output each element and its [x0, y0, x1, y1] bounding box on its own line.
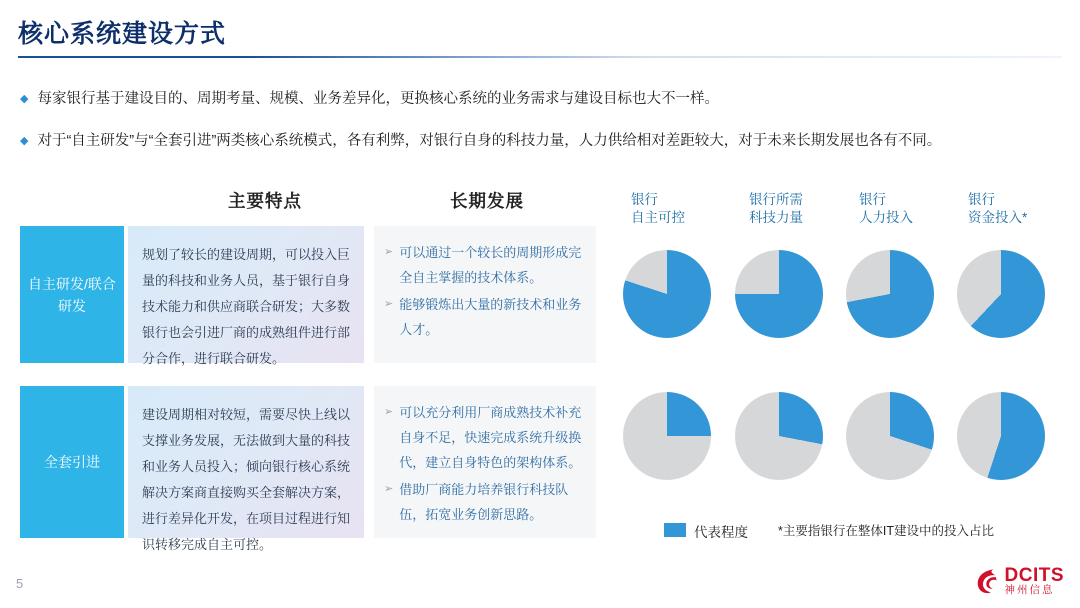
page-title: 核心系统建设方式 [18, 20, 227, 48]
arrow-bullet-icon: ➢ [384, 298, 394, 310]
arrow-bullet-icon: ➢ [384, 246, 394, 258]
column-header-feature: 主要特点 [228, 191, 302, 211]
pie-chart [957, 392, 1045, 480]
list-item-label: 能够锻炼出大量的新技术和业务人才。 [399, 297, 582, 337]
logo-sub-text: 神州信息 [1004, 584, 1055, 596]
company-logo [974, 566, 1065, 596]
legend-label: 代表程度 [694, 525, 748, 540]
pie-column-header-2: 银行 人力投入 [859, 192, 913, 225]
pie-chart [957, 250, 1045, 338]
pie-chart [735, 392, 823, 480]
diamond-bullet-icon: ◆ [20, 93, 29, 105]
page-number: 5 [16, 576, 24, 591]
legend-footnote: *主要指银行在整体IT建设中的投入占比 [778, 524, 994, 538]
arrow-bullet-icon: ➢ [384, 483, 394, 495]
pie-chart [623, 392, 711, 480]
pie-chart [623, 250, 711, 338]
list-item [384, 292, 586, 342]
bullet-text: 每家银行基于建设目的、周期考量、规模、业务差异化，更换核心系统的业务需求与建设目标也大不一样。 [37, 91, 719, 107]
pie-chart [846, 392, 934, 480]
longterm-cell [374, 386, 596, 538]
swirl-icon [974, 567, 1000, 595]
list-item-label: 借助厂商能力培养银行科技队伍，拓宽业务创新思路。 [399, 482, 569, 522]
logo-main-text: DCITS [1004, 565, 1064, 586]
row-label-cell: 自主研发/联合研发 [20, 226, 124, 363]
list-item-label: 可以充分利用厂商成熟技术补充自身不足，快速完成系统升级换代，建立自身特色的架构体系。 [399, 405, 582, 470]
bullet-item [20, 90, 719, 108]
pie-chart [735, 250, 823, 338]
bullet-item [20, 132, 941, 150]
pie-column-header-3: 银行 资金投入* [968, 192, 1028, 225]
arrow-bullet-icon: ➢ [384, 406, 394, 418]
pie-column-header-0: 银行 自主可控 [631, 192, 685, 225]
list-item [384, 240, 586, 290]
feature-cell: 建设周期相对较短，需要尽快上线以支撑业务发展，无法做到大量的科技和业务人员投入；倾向银行核心系统解决方案商直接购买全套解决方案，进行差异化开发，在项目过程进行知识转移完成自主可控。 [128, 386, 364, 538]
title-divider [18, 56, 1062, 58]
bullet-text: 对于“自主研发”与“全套引进”两类核心系统模式，各有利弊，对银行自身的科技力量，人力供给相对差距较大，对于未来长期发展也各有不同。 [37, 133, 942, 149]
feature-cell: 规划了较长的建设周期，可以投入巨量的科技和业务人员，基于银行自身技术能力和供应商联合研发；大多数银行也会引进厂商的成熟组件进行部分合作，进行联合研发。 [128, 226, 364, 363]
longterm-cell [374, 226, 596, 363]
pie-column-header-1: 银行所需 科技力量 [749, 192, 803, 225]
list-item [384, 477, 586, 527]
diamond-bullet-icon: ◆ [20, 135, 29, 147]
column-header-longterm: 长期发展 [450, 191, 524, 211]
row-label-cell: 全套引进 [20, 386, 124, 538]
list-item [384, 400, 586, 475]
list-item-label: 可以通过一个较长的周期形成完全自主掌握的技术体系。 [399, 245, 582, 285]
pie-chart [846, 250, 934, 338]
legend-swatch [664, 523, 686, 537]
